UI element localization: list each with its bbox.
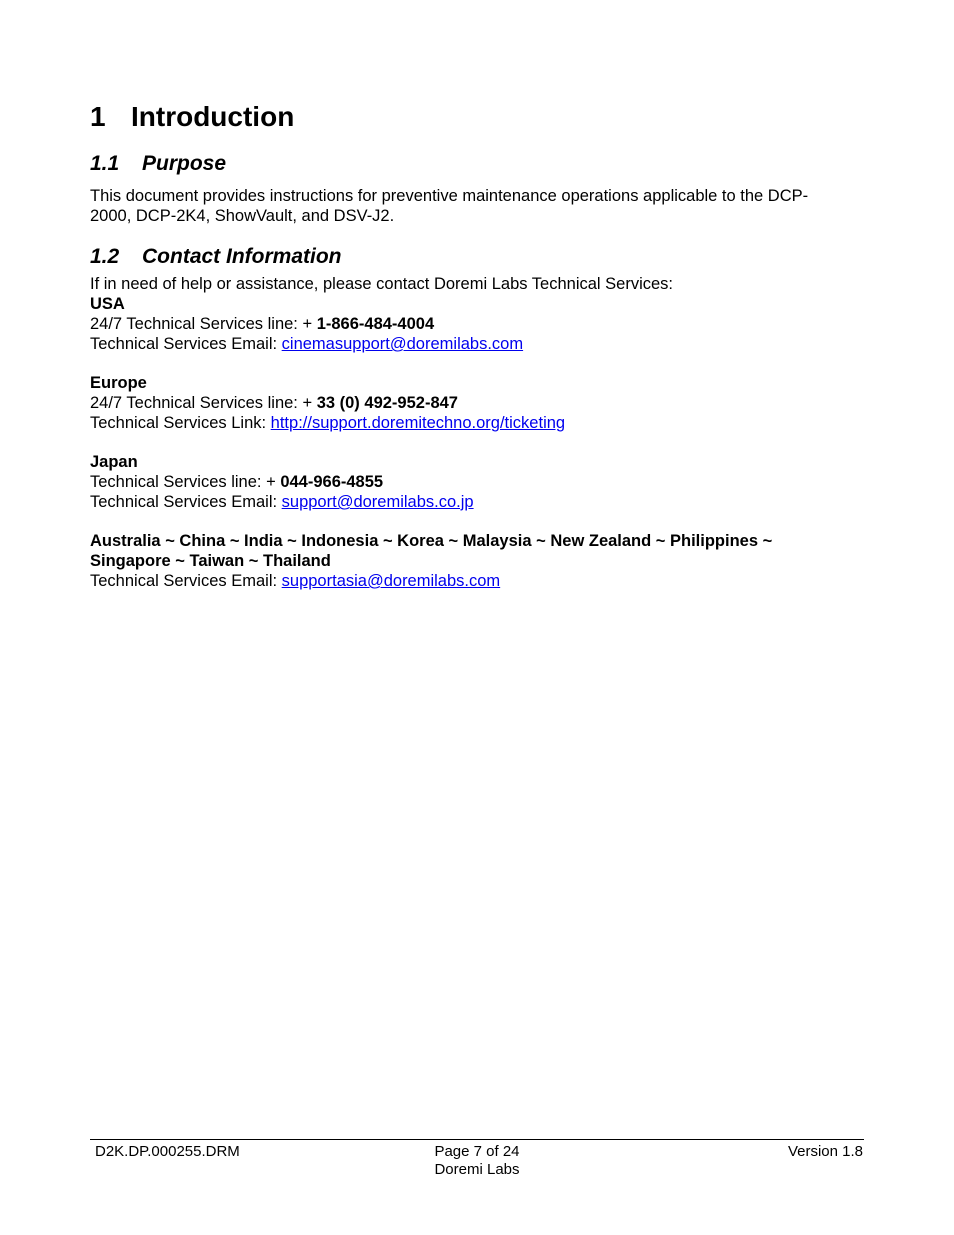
phone-label: 24/7 Technical Services line: + <box>90 315 317 333</box>
europe-link-line <box>90 413 850 433</box>
purpose-paragraph <box>90 186 850 226</box>
region-japan: Japan <box>90 453 138 471</box>
footer-divider <box>90 1139 864 1140</box>
asia-email-link[interactable]: supportasia@doremilabs.com <box>281 572 501 590</box>
heading-title: Introduction <box>131 101 295 132</box>
email-label: Technical Services Email: <box>90 335 282 353</box>
phone-label: Technical Services line: + <box>90 473 281 491</box>
footer-version: Version 1.8 <box>787 1143 863 1160</box>
footer-center <box>90 1143 864 1179</box>
footer-doc-id: D2K.DP.000255.DRM <box>95 1143 240 1160</box>
heading-purpose <box>90 151 226 177</box>
email-label: Technical Services Email: <box>90 572 282 590</box>
contact-intro: If in need of help or assistance, please contact Doremi Labs Technical Services: <box>90 275 674 293</box>
japan-email-line <box>90 492 850 512</box>
europe-ticketing-link[interactable]: http://support.doremitechno.org/ticketing <box>270 414 566 432</box>
usa-email-link[interactable]: cinemasupport@doremilabs.com <box>281 335 524 353</box>
phone-number: 1-866-484-4004 <box>316 315 435 333</box>
phone-label: 24/7 Technical Services line: + <box>90 394 317 412</box>
heading-title: Purpose <box>142 152 227 175</box>
heading-contact-information <box>90 244 342 270</box>
europe-phone-line <box>90 393 850 413</box>
usa-email-line <box>90 334 850 354</box>
phone-number: 044-966-4855 <box>280 473 384 491</box>
email-label: Technical Services Email: <box>90 493 282 511</box>
text-line: This document provides instructions for preventive maintenance operations applicable to the DCP- <box>90 187 809 205</box>
asia-email-line <box>90 571 850 591</box>
region-europe: Europe <box>90 374 147 392</box>
phone-number: 33 (0) 492-952-847 <box>316 394 458 412</box>
heading-number: 1.2 <box>90 245 120 268</box>
region-asia-line1: Australia ~ China ~ India ~ Indonesia ~ Korea ~ Malaysia ~ New Zealand ~ Philippines ~ <box>90 532 773 550</box>
contact-section <box>90 274 850 591</box>
link-label: Technical Services Link: <box>90 414 271 432</box>
footer-page-number: Page 7 of 24 <box>434 1143 520 1160</box>
heading-introduction <box>90 99 294 135</box>
usa-phone-line <box>90 314 850 334</box>
heading-number: 1.1 <box>90 152 120 175</box>
heading-number: 1 <box>90 101 106 132</box>
footer-company: Doremi Labs <box>434 1161 520 1178</box>
text-line: 2000, DCP-2K4, ShowVault, and DSV-J2. <box>90 207 395 225</box>
heading-title: Contact Information <box>142 245 342 268</box>
japan-email-link[interactable]: support@doremilabs.co.jp <box>281 493 474 511</box>
japan-phone-line <box>90 472 850 492</box>
region-asia-line2: Singapore ~ Taiwan ~ Thailand <box>90 552 331 570</box>
region-usa: USA <box>90 295 125 313</box>
